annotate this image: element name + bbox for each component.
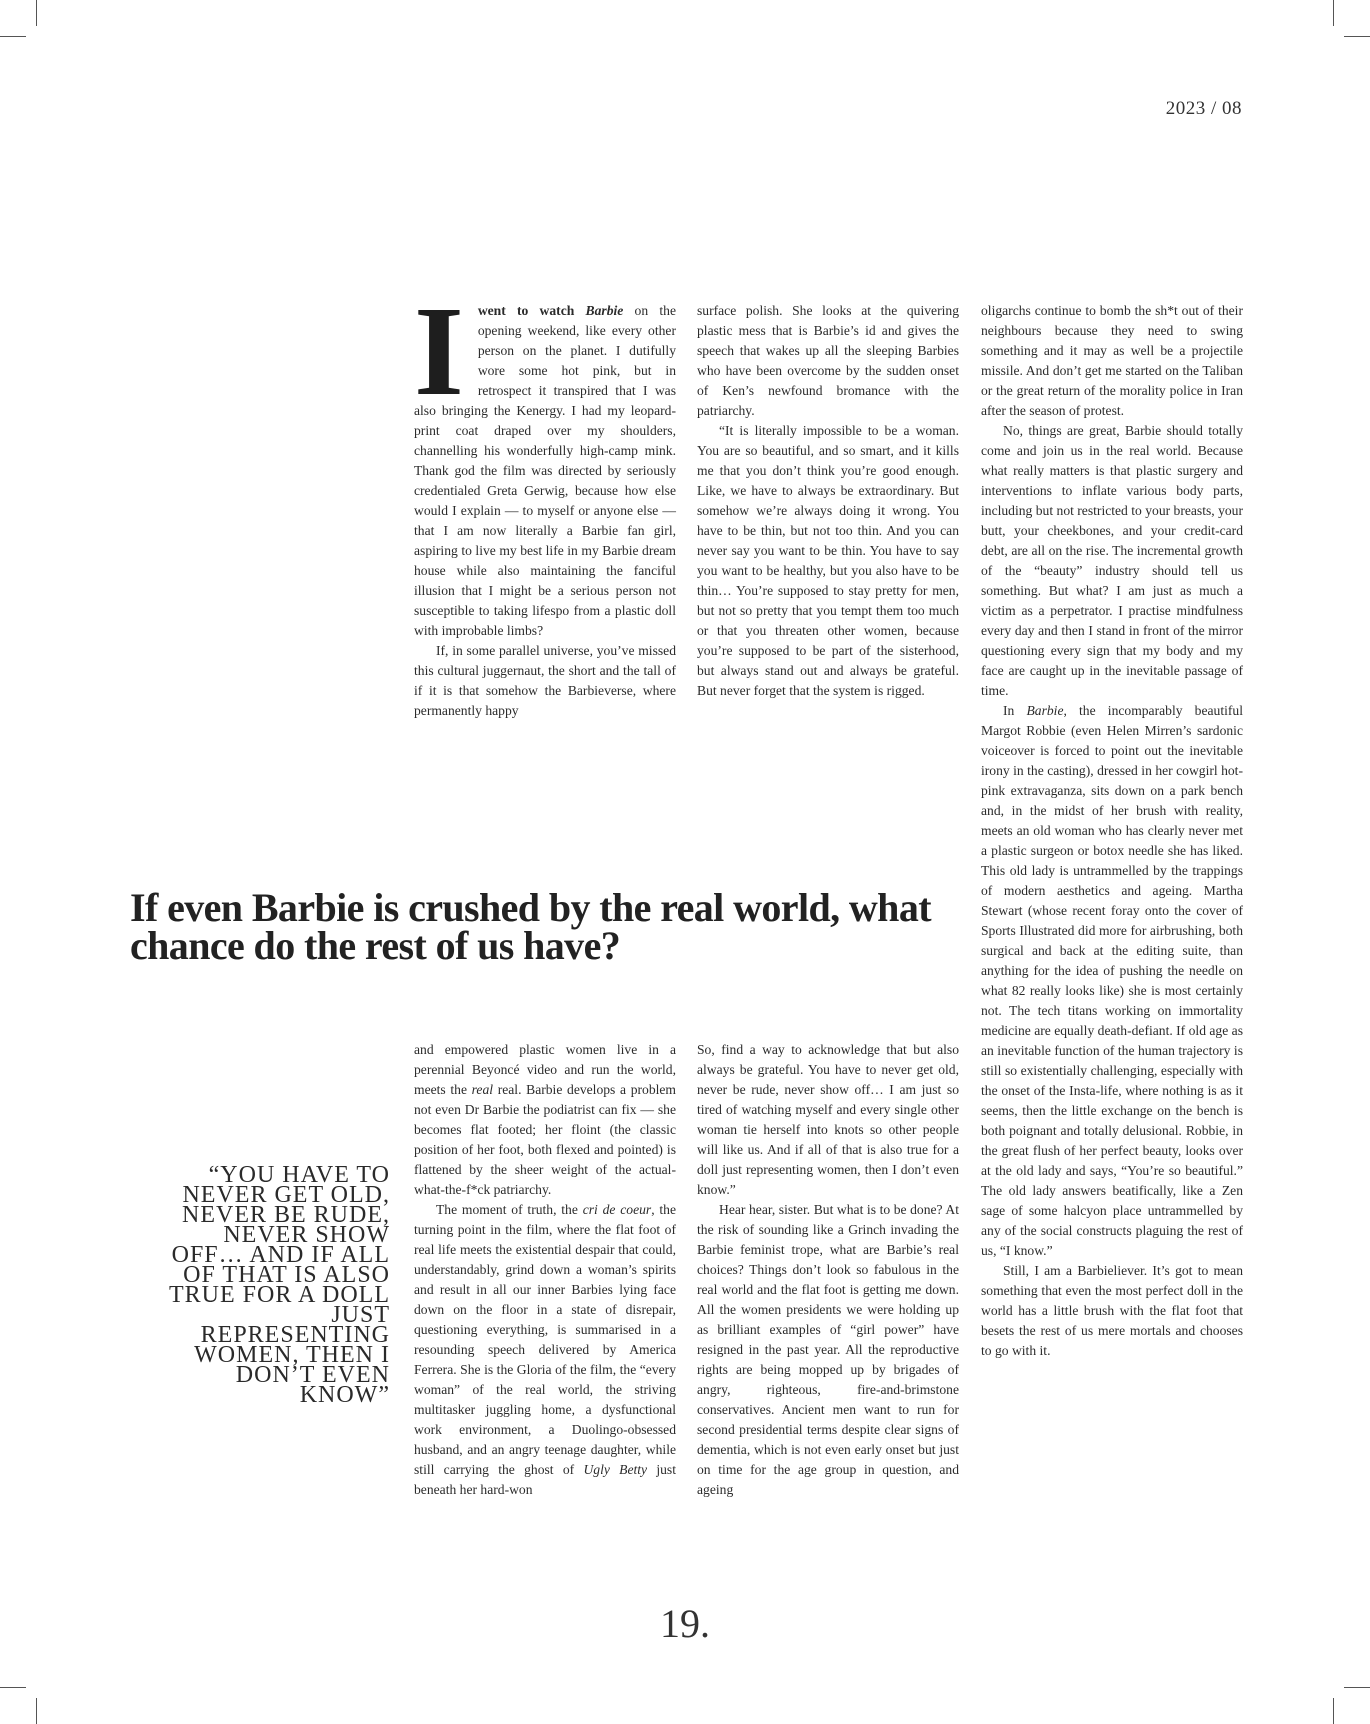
crop-mark xyxy=(0,1687,26,1688)
article-column-3 xyxy=(981,301,1243,1361)
article-column-1 xyxy=(414,280,676,721)
lead-in: went to watch xyxy=(477,303,586,318)
article-paragraph: oligarchs continue to bomb the sh*t out of their neighbours because they need to swing something and it may as well be a projectile missile. And don’t get me started on the Taliban or the great return of the morality police in Iran after the season of protest. xyxy=(981,303,1243,418)
article-paragraph: The moment of truth, the cri de coeur, the turning point in the film, where the flat foot of real life meets the existential despair that could, understandably, grind down a woman’s spirits and result in all our inner Barbies lying face down on the floor in a state of disrepair, questioning everything, is summarised in a resounding speech delivered by America Ferrera. She is the Gloria of the film, the “every woman” of the real world, the striving multitasker juggling home, a dysfunctional work environment, a Duolingo-obsessed husband, and an angry teenage daughter, while still carrying the ghost of Ugly Betty just beneath her hard-won xyxy=(414,1202,676,1497)
drop-cap: I xyxy=(414,280,464,422)
headline: If even Barbie is crushed by the real world, what chance do the rest of us have? xyxy=(130,884,931,968)
crop-mark xyxy=(0,36,26,37)
article-paragraph: Hear hear, sister. But what is to be done? At the risk of sounding like a Grinch invading the Barbie feminist trope, what are Barbie’s real choices? Things don’t look so fabulous in the real world and the flat foot is getting me down. All the women presidents we were holding up as brilliant examples of “girl power” have resigned in the past year. All the reproductive rights are being mopped up by brigades of angry, righteous, fire-and-brimstone conservatives. Ancient men want to run for second presidential terms despite clear signs of dementia, which is not even early onset but just on time for the age group in question, and ageing xyxy=(697,1202,959,1497)
article-column-4 xyxy=(414,1040,676,1500)
crop-mark xyxy=(1344,1687,1370,1688)
article-paragraph: “It is literally impossible to be a woman. You are so beautiful, and so smart, and it kills me that you don’t think you’re good enough. Like, we have to always be extraordinary. But somehow we’re always doing it wrong. You have to be thin, but not too thin. And you can never say you want to be thin. You have to say you want to be healthy, but you also have to be thin… You’re supposed to stay pretty for men, but not so pretty that you tempt them too much or that you threaten other women, because you’re supposed to be part of the sisterhood, but always stand out and always be grateful. But never forget that the system is rigged. xyxy=(697,423,959,698)
article-paragraph: surface polish. She looks at the quivering plastic mess that is Barbie’s id and gives the speech that wakes up all the sleeping Barbies who have been overcome by the sudden onset of Ken’s newfound bromance with the patriarchy. xyxy=(697,303,959,418)
pull-quote: “YOU HAVE TO NEVER GET OLD, NEVER BE RUDE, NEVER SHOW OFF… AND IF ALL OF THAT IS ALSO TRUE FOR A DOLL JUST REPRESENTING WOMEN, THEN I DON’T EVEN KNOW” xyxy=(168,1162,390,1408)
article-column-5 xyxy=(697,1040,959,1500)
crop-mark xyxy=(1344,36,1370,37)
crop-mark xyxy=(36,0,37,26)
article-paragraph: Still, I am a Barbieliever. It’s got to mean something that even the most perfect doll in the world has a little brush with the flat foot that besets the rest of us mere mortals and chooses to go with it. xyxy=(981,1263,1243,1358)
article-paragraph: If, in some parallel universe, you’ve missed this cultural juggernaut, the short and the tall of if it is that somehow the Barbieverse, where permanently happy xyxy=(414,643,676,718)
crop-mark xyxy=(1333,1698,1334,1724)
article-paragraph: No, things are great, Barbie should totally come and join us in the real world. Because what really matters is that plastic surgery and interventions to inflate various body parts, including but not restricted to your breasts, your butt, your cheekbones, and your credit-card debt, are all on the rise. The incremental growth of the “beauty” industry should tell us something. But what? I am just as much a victim as a perpetrator. I practise mindfulness every day and then I stand in front of the mirror questioning every sign that my body and my face are caught up in the inevitable passage of time. xyxy=(981,423,1244,698)
issue-date: 2023 / 08 xyxy=(1165,98,1242,119)
crop-mark xyxy=(1333,0,1334,26)
article-column-2 xyxy=(697,301,959,701)
page-number: 19. xyxy=(660,1601,710,1646)
article-paragraph: So, find a way to acknowledge that but also always be grateful. You have to never get old, never be rude, never show off… I am just so tired of watching myself and every single other woman tie herself into knots so other people will like us. And if all of that is also true for a doll just representing women, then I don’t even know.” xyxy=(697,1042,959,1197)
film-title: Barbie xyxy=(585,303,624,318)
article-paragraph: In Barbie, the incomparably beautiful Margot Robbie (even Helen Mirren’s sardonic voiceover is forced to point out the inevitable irony in the casting), dressed in her cowgirl hot-pink extravaganza, sits down on a park bench and, in the midst of her brush with reality, meets an old woman who has clearly never met a plastic surgeon or botox needle she has liked. This old lady is untrammelled by the trappings of modern aesthetics and ageing. Martha Stewart (whose recent foray onto the cover of Sports Illustrated did more for airbrushing, both surgical and back at the editing suite, than anything for the idea of pushing the needle on what 82 really looks like) she is most certainly not. The tech titans working on immortality medicine are equally death-defiant. If old age as an inevitable function of the human trajectory is still so existentially challenging, especially with the onset of the Insta-life, where nothing is as it seems, then the little exchange on the bench is both poignant and totally delusional. Robbie, in the great flush of her perfect beauty, looks over at the old lady and says, “You’re so beautiful.” The old lady answers beatifically, like a Zen sage of some halcyon place untrammelled by any of the social constructs plaguing the rest of us, “I know.” xyxy=(981,703,1243,1258)
article-paragraph: and empowered plastic women live in a perennial Beyoncé video and run the world, meets the real real. Barbie develops a problem not even Dr Barbie the podiatrist can fix — she becomes flat footed; her floint (the classic position of her foot, both flexed and pointed) is flattened by the sheer weight of the actual-what-the-f*ck patriarchy. xyxy=(414,1042,676,1197)
crop-mark xyxy=(36,1698,37,1724)
article-paragraph: I went to watch Barbie on the opening weekend, like every other person on the planet. I dutifully wore some hot pink, but in retrospect it transpired that I was also bringing the Kenergy. I had my leopard-print coat draped over my shoulders, channelling his wonderfully high-camp mink. Thank god the film was directed by seriously credentialed Greta Gerwig, because how else would I explain — to myself or anyone else — that I am now literally a Barbie fan girl, aspiring to live my best life in my Barbie dream house while also maintaining the fanciful illusion that I might be a serious person not susceptible to taking lifespo from a plastic doll with improbable limbs? xyxy=(414,280,676,638)
film-title: Barbie xyxy=(1026,703,1064,718)
